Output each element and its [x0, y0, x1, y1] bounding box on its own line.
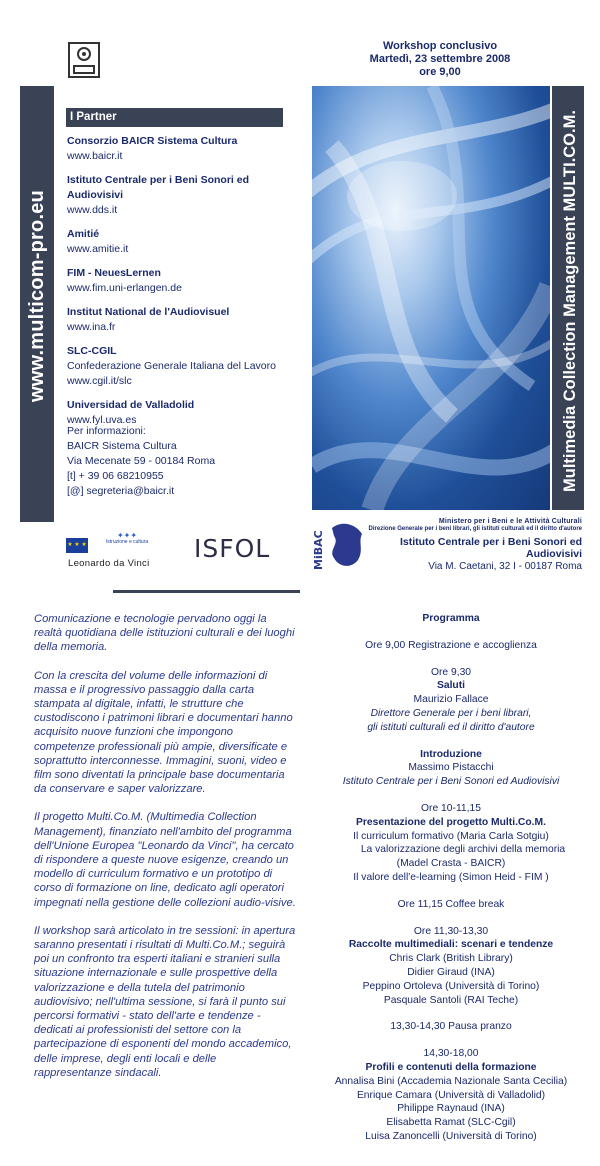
intro-paragraph: Comunicazione e tecnologie pervadono oggi la realtà quotidiana delle istituzioni culturali e dei luoghi della memoria. [34, 613, 295, 654]
partners-heading: I Partner [66, 108, 283, 127]
program-lunch-break: 13,30-14,30 Pausa pranzo [390, 1021, 512, 1033]
speaker-role: Istituto Centrale per i Beni Sonori ed Audiovisivi [342, 776, 560, 788]
partner-url[interactable]: www.dds.it [67, 204, 118, 216]
info-org: BAICR Sistema Cultura [67, 440, 177, 452]
partner-item [67, 266, 292, 296]
partner-item [67, 227, 292, 257]
sponsor-logos [66, 532, 296, 572]
session-item: Enrique Camara (Università di Valladolid) [356, 1089, 546, 1101]
ec-text: Istruzione e cultura [105, 539, 149, 545]
program-session-profili [322, 1047, 580, 1144]
program-session-presentazione [322, 802, 580, 885]
ministry-text [368, 518, 582, 572]
artwork-swirls [312, 86, 550, 510]
partner-fullname: Confederazione Generale Italiana del Lavoro [67, 360, 276, 372]
info-email[interactable]: [@] segreteria@baicr.it [67, 485, 175, 497]
ministry-direction: Direzione Generale per i beni librari, gli istituti culturali ed il diritto d'autore [368, 526, 582, 532]
partner-item [67, 344, 292, 389]
session-title: Saluti [436, 680, 466, 692]
session-title: Raccolte multimediali: scenari e tendenze [348, 939, 554, 951]
workshop-date: Martedì, 23 settembre 2008 [369, 53, 511, 65]
partner-url[interactable]: www.baicr.it [67, 150, 123, 162]
contact-info [67, 424, 215, 499]
program-session-saluti [322, 666, 580, 735]
session-time: Ore 9,30 [430, 666, 472, 678]
partner-name: SLC-CGIL [67, 345, 117, 357]
session-item: Il curriculum formativo (Maria Carla Sotgiu) [353, 830, 549, 842]
intro-paragraph: Con la crescita del volume delle informazioni di massa e il progressivo passaggio dalla carta stampata al digitale, infatti, le strutture che custodiscono i patrimoni librari e documentari hanno acquisito nuove funzioni che impongono competenze professionali più ampie, diversificate e soprattutto interconnesse. Immagini, suoni, video e film sono diventati la principale base documentaria da conservare e saper valorizzare. [34, 669, 293, 796]
eu-flag-icon: ★ ★ ★ [66, 538, 88, 553]
partner-item [67, 173, 292, 218]
speaker-role: Direttore Generale per i beni librari, [370, 707, 532, 719]
workshop-time: ore 9,00 [419, 66, 461, 78]
partner-item [67, 305, 292, 335]
program-registration: Ore 9,00 Registrazione e accoglienza [365, 639, 537, 651]
website-vertical-label: www.multicom-pro.eu [26, 190, 48, 402]
partner-name: Istituto Centrale per i Beni Sonori ed Audiovisivi [67, 174, 250, 201]
info-phone: [t] + 39 06 68210955 [67, 470, 164, 482]
partner-name: Universidad de Valladolid [67, 399, 195, 411]
multicom-logo-icon [68, 42, 100, 78]
session-time: Ore 11,30-13,30 [413, 925, 489, 937]
project-vertical-title: Multimedia Collection Management MULTI.CO.M. [561, 110, 579, 492]
partner-url[interactable]: www.ina.fr [67, 321, 116, 333]
speaker-name: Maurizio Fallace [413, 694, 489, 706]
program-title: Programma [422, 613, 480, 624]
session-title: Introduzione [420, 748, 482, 760]
session-item: Annalisa Bini (Accademia Nazionale Santa Cecilia) [334, 1075, 568, 1087]
abstract-blue-artwork [312, 86, 550, 510]
mibac-logo-icon [312, 516, 366, 574]
session-title: Profili e contenuti della formazione [365, 1061, 537, 1073]
partner-url[interactable]: www.cgil.it/slc [67, 375, 132, 387]
leonardo-da-vinci-label: Leonardo da Vinci [68, 558, 150, 569]
partners-list [67, 134, 292, 437]
speaker-name: Massimo Pistacchi [408, 762, 494, 774]
session-item: (Madel Crasta - BAICR) [396, 858, 506, 870]
speaker-role: gli istituti culturali ed il diritto d'autore [367, 721, 535, 733]
workshop-title: Workshop conclusivo [382, 40, 498, 52]
partner-url[interactable]: www.fim.uni-erlangen.de [67, 282, 182, 294]
session-item: Elisabetta Ramat (SLC-Cgil) [386, 1117, 516, 1129]
ec-stars-icon: ✦✦✦ [116, 531, 138, 540]
partner-name: Amitié [67, 228, 100, 240]
ministry-name: Ministero per i Beni e le Attività Culturali [438, 518, 582, 525]
session-item: Pasquale Santoli (RAI Teche) [383, 994, 519, 1006]
intro-paragraph: Il progetto Multi.Co.M. (Multimedia Collection Management), finanziato nell'ambito del programma dell'Unione Europea "Leonardo da Vinci", ha cercato di rispondere a queste nuove esigenze, creando un modello di curriculum formativo e un prototipo di corso di formazione on line, dedicato agli operatori impegnati nella gestione delle collezioni audio-visive. [34, 811, 296, 909]
workshop-header [340, 40, 540, 79]
session-item: Peppino Ortoleva (Università di Torino) [362, 980, 540, 992]
session-item: Chris Clark (British Library) [389, 953, 513, 965]
intro-paragraph: Il workshop sarà articolato in tre sessioni: in apertura saranno presentati i risultati di Multi.Co.M.; seguirà poi un confronto tra esperti italiani e stranieri sulla situazione internazionale e sulle prospettive della valorizzazione e della tutela del patrimonio audiovisivo; nell'ultima sessione, si farà il punto sui percorsi formativi - stato dell'arte e tendenze - dedicati ai professionisti del settore con la partecipazione di esponenti del mondo accademico, delle imprese, degli enti locali e delle rappresentanze sindacali. [34, 924, 296, 1079]
session-time: 14,30-18,00 [423, 1048, 479, 1060]
info-address: Via Mecenate 59 - 00184 Roma [67, 455, 216, 467]
education-culture-logo [104, 532, 150, 546]
svg-text:MiBAC: MiBAC [312, 530, 325, 570]
session-item: Luisa Zanoncelli (Università di Torino) [365, 1130, 537, 1142]
partner-item [67, 134, 292, 164]
program-coffee-break: Ore 11,15 Coffee break [397, 898, 505, 910]
institute-address: Via M. Caetani, 32 I - 00187 Roma [428, 561, 582, 572]
program-schedule [322, 612, 580, 1157]
partner-name: Consorzio BAICR Sistema Cultura [67, 135, 238, 147]
program-session-raccolte [322, 925, 580, 1008]
section-divider [113, 590, 300, 593]
session-item: Philippe Raynaud (INA) [397, 1103, 505, 1115]
session-item: Didier Giraud (INA) [407, 966, 495, 978]
session-title: Presentazione del progetto Multi.Co.M. [356, 816, 546, 828]
ministry-block [312, 516, 582, 576]
partner-name: Institut National de l'Audiovisuel [67, 306, 230, 318]
institute-name: Istituto Centrale per i Beni Sonori ed Audiovisivi [399, 536, 582, 560]
partner-name: FIM - NeuesLernen [67, 267, 161, 279]
intro-text [34, 612, 296, 1094]
info-label: Per informazioni: [67, 425, 146, 437]
partner-url[interactable]: www.fyl.uva.es [67, 414, 137, 426]
session-time: Ore 10-11,15 [421, 802, 481, 814]
program-session-introduzione [322, 748, 580, 789]
partner-url[interactable]: www.amitie.it [67, 243, 129, 255]
isfol-logo: ISFOL [194, 534, 271, 563]
session-item: La valorizzazione degli archivi della memoria [360, 844, 566, 856]
session-item: Il valore dell'e-learning (Simon Heid - FIM ) [353, 871, 549, 883]
